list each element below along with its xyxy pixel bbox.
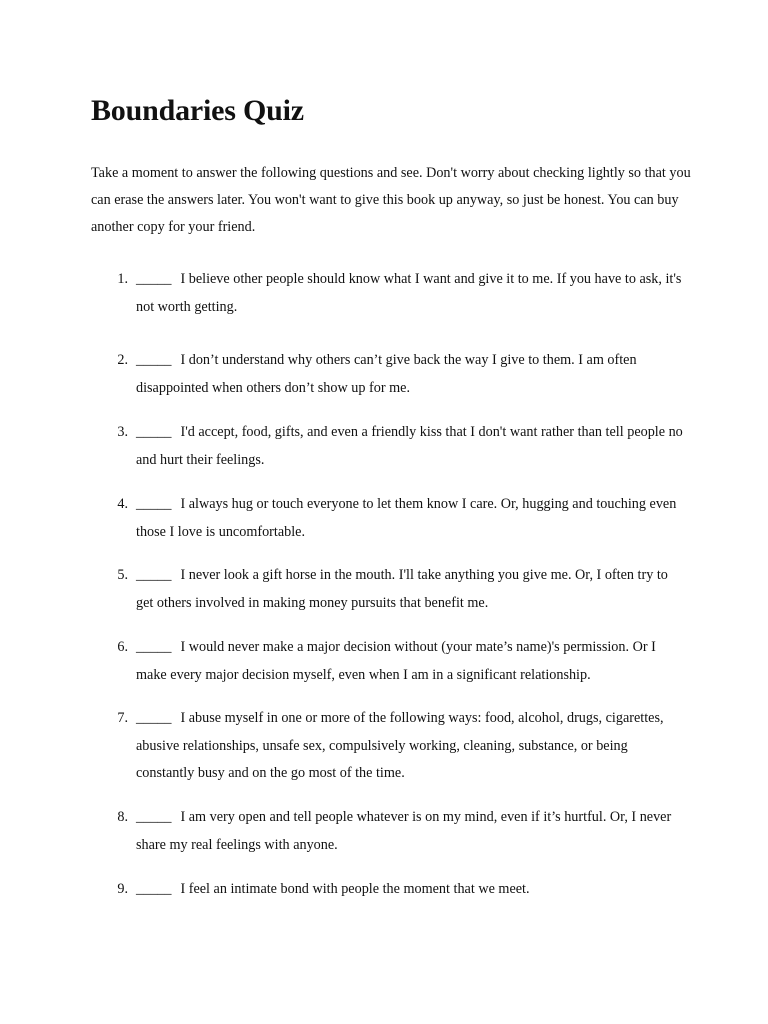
question-number: 4. [117,496,128,512]
question-number: 7. [117,710,128,726]
answer-blank: _____ [136,496,172,512]
page-title: Boundaries Quiz [91,94,304,127]
question-number: 6. [117,639,128,655]
answer-blank: _____ [136,809,172,825]
question-text: I abuse myself in one or more of the following ways: food, alcohol, drugs, cigarettes, abusive relationships, unsafe sex, compulsively working, cleaning, substance, or being constantly busy and on the go most of the time. [136,710,664,781]
answer-blank: _____ [136,639,172,655]
answer-blank: _____ [136,424,172,440]
intro-paragraph: Take a moment to answer the following questions and see. Don't worry about checking lightly so that you can erase the answers later. You won't want to give this book up anyway, so just be honest. You can buy another copy for your friend. [91,165,691,235]
question-text: I believe other people should know what I want and give it to me. If you have to ask, it's not worth getting. [136,271,682,315]
question-text: I am very open and tell people whatever is on my mind, even if it’s hurtful. Or, I never share my real feelings with anyone. [136,809,672,853]
question-text: I never look a gift horse in the mouth. I'll take anything you give me. Or, I often try to get others involved in making money pursuits that benefit me. [136,567,668,611]
question-number: 3. [117,424,128,440]
answer-blank: _____ [136,352,172,368]
question-number: 9. [117,881,128,897]
question-number: 5. [117,567,128,583]
question-number: 8. [117,809,128,825]
question-text: I would never make a major decision without (your mate’s name)'s permission. Or I make every major decision myself, even when I am in a significant relationship. [136,639,656,683]
question-text: I don’t understand why others can’t give back the way I give to them. I am often disappointed when others don’t show up for me. [136,352,637,396]
question-number: 2. [117,352,128,368]
answer-blank: _____ [136,881,172,897]
answer-blank: _____ [136,567,172,583]
question-text: I'd accept, food, gifts, and even a friendly kiss that I don't want rather than tell people no and hurt their feelings. [136,424,683,468]
answer-blank: _____ [136,271,172,287]
question-text: I feel an intimate bond with people the moment that we meet. [180,881,530,897]
answer-blank: _____ [136,710,172,726]
question-number: 1. [117,271,128,287]
question-text: I always hug or touch everyone to let them know I care. Or, hugging and touching even those I love is uncomfortable. [136,496,677,540]
